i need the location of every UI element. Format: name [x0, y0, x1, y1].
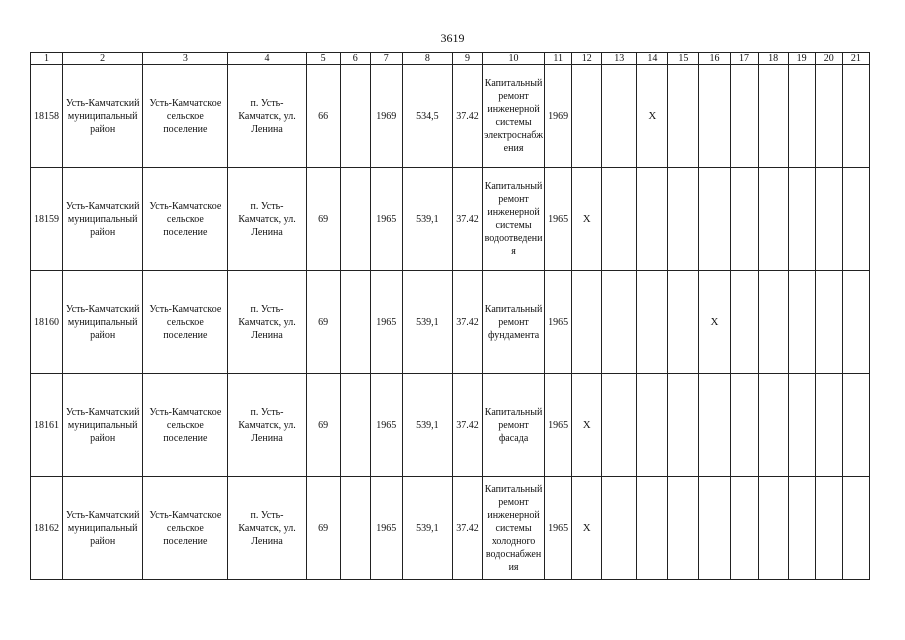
column-6-cell	[340, 65, 370, 168]
column-header: 15	[668, 53, 699, 65]
district-cell: Усть-Камчатский муниципальный район	[63, 477, 143, 580]
area-cell: 539,1	[402, 477, 452, 580]
column-header: 12	[572, 53, 602, 65]
address-cell: п. Усть-Камчатск, ул. Ленина	[228, 374, 306, 477]
mark-cell-20	[815, 65, 842, 168]
mark-cell-18	[758, 168, 788, 271]
work-type-cell: Капитальный ремонт фасада	[482, 374, 544, 477]
work-type-cell: Капитальный ремонт фундамента	[482, 271, 544, 374]
column-header: 21	[842, 53, 869, 65]
column-header: 4	[228, 53, 306, 65]
settlement-cell: Усть-Камчатское сельское поселение	[143, 271, 228, 374]
mark-cell-19	[788, 477, 815, 580]
column-header: 6	[340, 53, 370, 65]
mark-cell-12	[572, 65, 602, 168]
mark-cell-21	[842, 374, 869, 477]
column-header: 5	[306, 53, 340, 65]
year-cell: 1969	[545, 65, 572, 168]
mark-cell-18	[758, 477, 788, 580]
column-header: 13	[602, 53, 637, 65]
settlement-cell: Усть-Камчатское сельское поселение	[143, 374, 228, 477]
mark-cell-21	[842, 477, 869, 580]
mark-cell-17	[730, 168, 758, 271]
mark-cell-14: X	[637, 65, 668, 168]
area-cell: 539,1	[402, 374, 452, 477]
column-9-cell: 37.42	[452, 477, 482, 580]
table-row	[31, 477, 870, 580]
column-header: 11	[545, 53, 572, 65]
column-header: 17	[730, 53, 758, 65]
page-number: 3619	[440, 31, 465, 45]
mark-cell-14	[637, 168, 668, 271]
mark-cell-13	[602, 65, 637, 168]
year-built-cell: 1965	[370, 168, 402, 271]
mark-cell-13	[602, 271, 637, 374]
mark-cell-18	[758, 65, 788, 168]
column-9-cell: 37.42	[452, 65, 482, 168]
column-header: 19	[788, 53, 815, 65]
address-cell: п. Усть-Камчатск, ул. Ленина	[228, 477, 306, 580]
address-cell: п. Усть-Камчатск, ул. Ленина	[228, 65, 306, 168]
mark-cell-12	[572, 271, 602, 374]
column-header: 3	[143, 53, 228, 65]
year-built-cell: 1965	[370, 271, 402, 374]
area-cell: 539,1	[402, 168, 452, 271]
mark-cell-16	[699, 65, 730, 168]
year-built-cell: 1965	[370, 477, 402, 580]
mark-cell-21	[842, 65, 869, 168]
mark-cell-13	[602, 374, 637, 477]
work-type-cell: Капитальный ремонт инженерной системы электроснабжения	[482, 65, 544, 168]
mark-cell-18	[758, 271, 788, 374]
address-cell: п. Усть-Камчатск, ул. Ленина	[228, 168, 306, 271]
mark-cell-13	[602, 168, 637, 271]
work-type-cell: Капитальный ремонт инженерной системы водоотведения	[482, 168, 544, 271]
column-6-cell	[340, 271, 370, 374]
mark-cell-15	[668, 65, 699, 168]
house-number-cell: 69	[306, 477, 340, 580]
mark-cell-21	[842, 271, 869, 374]
district-cell: Усть-Камчатский муниципальный район	[63, 374, 143, 477]
column-header: 8	[402, 53, 452, 65]
row-id: 18161	[31, 374, 63, 477]
district-cell: Усть-Камчатский муниципальный район	[63, 168, 143, 271]
row-id: 18159	[31, 168, 63, 271]
year-cell: 1965	[545, 477, 572, 580]
column-6-cell	[340, 168, 370, 271]
mark-cell-19	[788, 374, 815, 477]
row-id: 18158	[31, 65, 63, 168]
mark-cell-16: X	[699, 271, 730, 374]
district-cell: Усть-Камчатский муниципальный район	[63, 271, 143, 374]
mark-cell-17	[730, 374, 758, 477]
house-number-cell: 69	[306, 168, 340, 271]
year-built-cell: 1969	[370, 65, 402, 168]
mark-cell-15	[668, 477, 699, 580]
column-header: 10	[482, 53, 544, 65]
row-id: 18160	[31, 271, 63, 374]
table-row	[31, 168, 870, 271]
column-header: 16	[699, 53, 730, 65]
mark-cell-19	[788, 271, 815, 374]
house-number-cell: 69	[306, 374, 340, 477]
column-9-cell: 37.42	[452, 374, 482, 477]
column-header: 7	[370, 53, 402, 65]
mark-cell-17	[730, 65, 758, 168]
mark-cell-15	[668, 374, 699, 477]
mark-cell-19	[788, 65, 815, 168]
column-header: 14	[637, 53, 668, 65]
mark-cell-19	[788, 168, 815, 271]
mark-cell-16	[699, 374, 730, 477]
column-6-cell	[340, 374, 370, 477]
year-cell: 1965	[545, 374, 572, 477]
settlement-cell: Усть-Камчатское сельское поселение	[143, 65, 228, 168]
column-header: 9	[452, 53, 482, 65]
column-header: 18	[758, 53, 788, 65]
mark-cell-20	[815, 374, 842, 477]
mark-cell-14	[637, 477, 668, 580]
column-number-row	[31, 53, 870, 65]
mark-cell-21	[842, 168, 869, 271]
work-type-cell: Капитальный ремонт инженерной системы холодного водоснабжения	[482, 477, 544, 580]
column-header: 1	[31, 53, 63, 65]
mark-cell-14	[637, 374, 668, 477]
mark-cell-15	[668, 168, 699, 271]
mark-cell-20	[815, 168, 842, 271]
table-row	[31, 271, 870, 374]
mark-cell-16	[699, 477, 730, 580]
settlement-cell: Усть-Камчатское сельское поселение	[143, 168, 228, 271]
mark-cell-20	[815, 477, 842, 580]
mark-cell-17	[730, 477, 758, 580]
column-header: 2	[63, 53, 143, 65]
address-cell: п. Усть-Камчатск, ул. Ленина	[228, 271, 306, 374]
mark-cell-18	[758, 374, 788, 477]
year-cell: 1965	[545, 168, 572, 271]
mark-cell-15	[668, 271, 699, 374]
mark-cell-12: X	[572, 477, 602, 580]
mark-cell-12: X	[572, 374, 602, 477]
area-cell: 534,5	[402, 65, 452, 168]
column-9-cell: 37.42	[452, 271, 482, 374]
mark-cell-12: X	[572, 168, 602, 271]
repair-register-table	[30, 52, 870, 580]
mark-cell-17	[730, 271, 758, 374]
row-id: 18162	[31, 477, 63, 580]
year-cell: 1965	[545, 271, 572, 374]
column-9-cell: 37.42	[452, 168, 482, 271]
mark-cell-14	[637, 271, 668, 374]
house-number-cell: 69	[306, 271, 340, 374]
district-cell: Усть-Камчатский муниципальный район	[63, 65, 143, 168]
column-header: 20	[815, 53, 842, 65]
area-cell: 539,1	[402, 271, 452, 374]
mark-cell-20	[815, 271, 842, 374]
mark-cell-13	[602, 477, 637, 580]
house-number-cell: 66	[306, 65, 340, 168]
table-row	[31, 374, 870, 477]
year-built-cell: 1965	[370, 374, 402, 477]
settlement-cell: Усть-Камчатское сельское поселение	[143, 477, 228, 580]
table-row	[31, 65, 870, 168]
mark-cell-16	[699, 168, 730, 271]
column-6-cell	[340, 477, 370, 580]
